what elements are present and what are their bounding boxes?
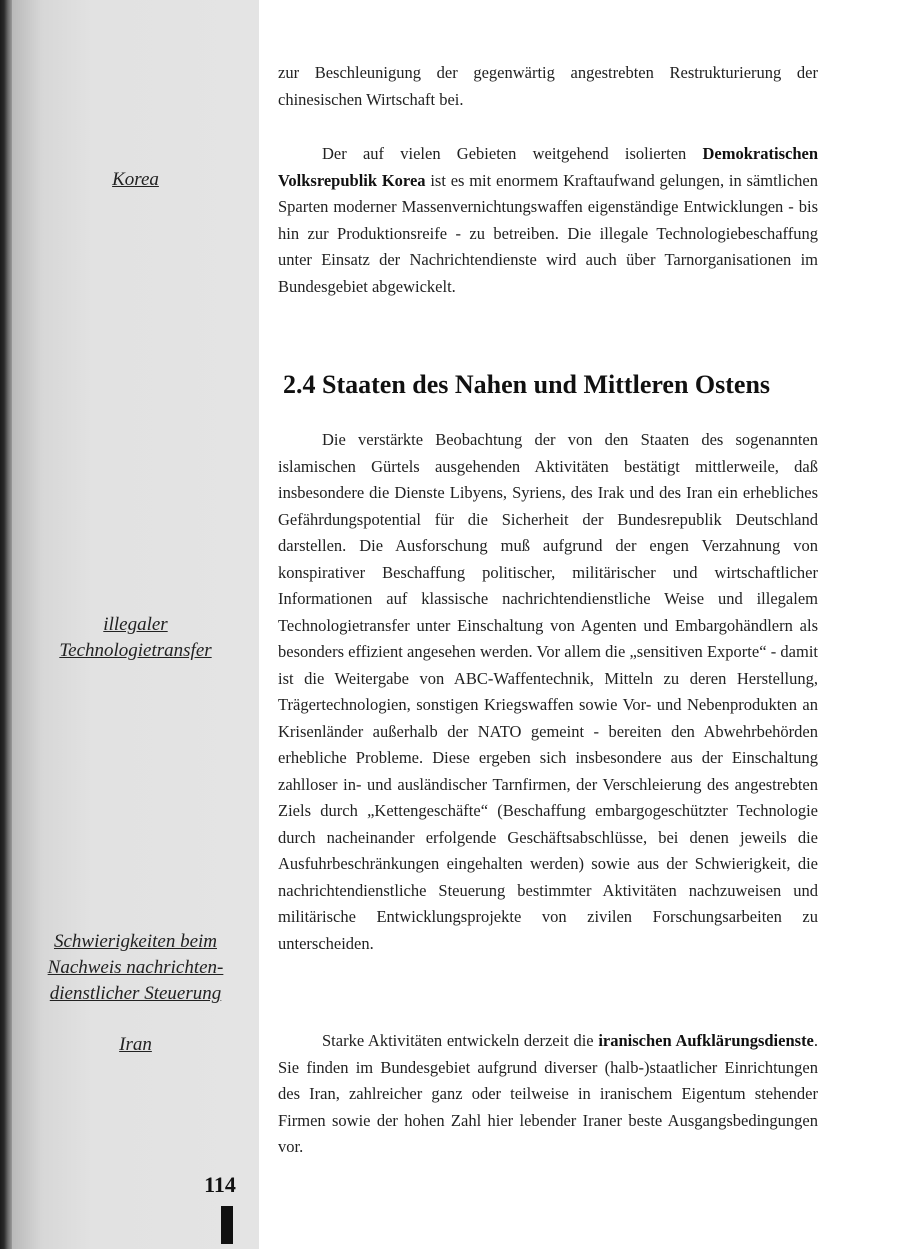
margin-note-line: dienstlicher Steuerung: [49, 983, 222, 1004]
paragraph-middle-east: Die verstärkte Beobachtung der von den Staaten des sogenannten islamischen Gürtels ausgehenden Aktivitäten bestätigt mittlerweile, daß insbesondere die Dienste Libyens, Syriens, des Irak und des Iran ein erhebliches Gefährdungspotential für die Sicherheit der Bundesrepublik Deutschland darstellen. Die Ausforschung muß aufgrund der engen Verzahnung von konspirativer Beschaffung politischer, militärischer und wirtschaftlicher Informationen auf klassische nachrichtendienstliche Weise und illegalem Technologietransfer unter Einschaltung von Agenten und Embargohändlern als besonders effizient angesehen werden. Vor allem die „sensitiven Exporte“ - damit ist die Weitergabe von ABC-Waffentechnik, Mitteln zu deren Herstellung, Trägertechnologien, sonstigen Kriegswaffen sowie Vor- und Nebenprodukten an Krisenländer außerhalb der NATO gemeint - bereiten den Abwehrbehörden erhebliche Probleme. Diese ergeben sich insbesondere aus der Einschaltung zahlloser in- und ausländischer Tarnfirmen, der Verschleierung des angestrebten Ziels durch „Kettengeschäfte“ (Beschaffung embargogeschützter Technologie durch nacheinander erfolgende Geschäftsabschlüsse, bei denen jeweils die Ausfuhrbeschränkungen eingehalten werden) sowie aus der Schwierigkeit, die nachrichtendienstliche Steuerung bestimmter Aktivitäten nachzuweisen und militärische Entwicklungsprojekte von zivilen Forschungsarbeiten zu unterscheiden.: [278, 430, 818, 953]
margin-note-difficulties: [12, 929, 259, 1007]
paragraph-iran: [278, 1028, 818, 1161]
text-bold: Demokratischen Volksrepublik Korea: [278, 144, 818, 190]
page-marker: [221, 1206, 233, 1244]
margin-note-technology-transfer: [12, 612, 259, 664]
text-bold: iranischen Aufklärungsdienste: [598, 1031, 814, 1050]
page-number: 114: [204, 1172, 236, 1197]
text-run: Starke Aktivitäten entwickeln derzeit die: [322, 1031, 599, 1050]
margin-note-iran: Iran: [119, 1034, 152, 1055]
text-run: Der auf vielen Gebieten weitgehend isolierten: [322, 144, 703, 163]
paragraph-korea: [278, 141, 818, 300]
margin-note-korea: Korea: [112, 169, 159, 190]
binding-edge: [0, 0, 12, 1249]
text-run: . Sie finden im Bundesgebiet aufgrund diverser (halb-)staatlicher Einrichtungen des Iran, zahlreicher ganz oder teilweise in iranischem Eigentum stehender Firmen sowie der hohen Zahl hier lebender Iraner beste Ausgangsbedingungen vor.: [278, 1031, 819, 1156]
margin-note-line: Schwierigkeiten beim: [53, 931, 218, 952]
paragraph-intro: zur Beschleunigung der gegenwärtig angestrebten Restrukturierung der chinesischen Wirtschaft bei.: [278, 63, 818, 109]
margin-note-line: Nachweis nachrichten-: [47, 957, 224, 978]
section-heading: 2.4 Staaten des Nahen und Mittleren Ostens: [283, 370, 771, 399]
text-run: ist es mit enormem Kraftaufwand gelungen, in sämtlichen Sparten moderner Massenvernichtungswaffen eigenständige Entwicklungen - bis hin zur Produktionsreife - zu betreiben. Die illegale Technologiebeschaffung unter Einsatz der Nachrichtendienste wird auch über Tarnorganisationen im Bundesgebiet abgewickelt.: [278, 170, 818, 296]
margin-note-line: illegaler: [103, 614, 168, 635]
margin-note-line: Technologietransfer: [59, 640, 212, 661]
